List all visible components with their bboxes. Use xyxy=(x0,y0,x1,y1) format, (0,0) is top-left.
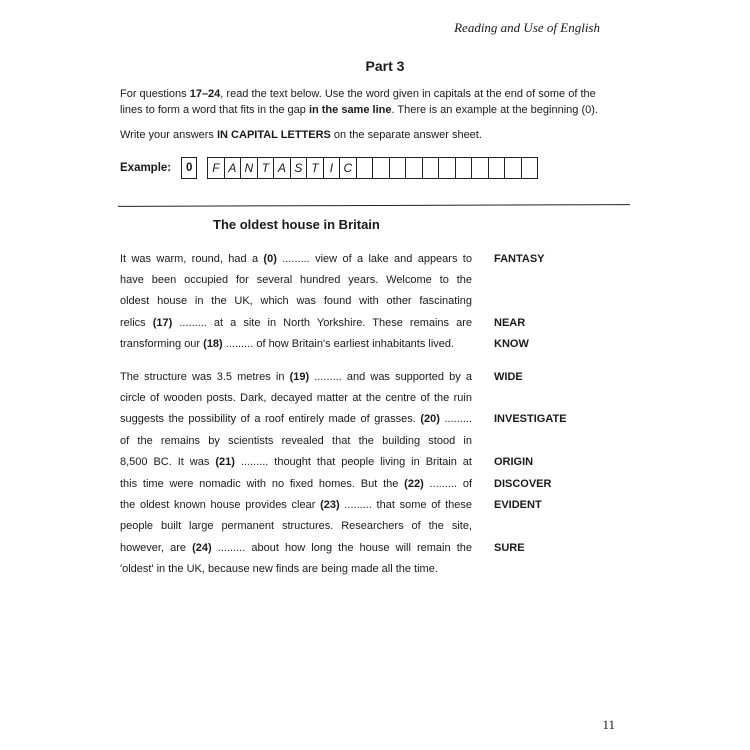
letter-box xyxy=(489,158,506,178)
passage-line xyxy=(120,409,640,430)
passage-line xyxy=(120,269,640,290)
letter-box xyxy=(406,158,423,178)
passage-line xyxy=(120,516,640,537)
running-head: Reading and Use of English xyxy=(454,20,600,35)
letter-box: C xyxy=(340,158,357,178)
stem-word: KNOW xyxy=(494,338,529,351)
instr-bold: in the same line xyxy=(308,104,392,116)
line-text: of the remains by scientists revealed that the building stood in xyxy=(120,434,472,447)
stem-word: NEAR xyxy=(494,316,526,329)
instr-bold: IN CAPITAL LETTERS xyxy=(217,129,331,141)
answer-boxes xyxy=(207,157,538,179)
stem-word: INVESTIGATE xyxy=(494,413,567,426)
instr-text: , read the text below. Use the word given in capitals at the end of some of the lines to form a word that fits in the gap xyxy=(120,88,596,116)
instr-text: on the separate answer sheet. xyxy=(330,129,482,141)
letter-box xyxy=(357,158,374,178)
passage-line xyxy=(120,248,640,269)
stem-word: WIDE xyxy=(494,370,523,383)
line-text: have been occupied for several hundred years. Welcome to the xyxy=(120,274,472,287)
instructions-block xyxy=(120,86,620,179)
line-text: 8,500 BC. It was (21) ......... thought that people living in Britain at xyxy=(120,456,472,469)
line-text: 'oldest' in the UK, because new finds are being made all the time. xyxy=(120,563,438,576)
passage-line xyxy=(120,312,640,333)
letter-box xyxy=(456,158,473,178)
letter-box: T xyxy=(307,158,324,178)
line-text: the oldest known house provides clear (23) ......... that some of these xyxy=(120,498,473,511)
instructions xyxy=(120,86,620,118)
letter-box: S xyxy=(291,158,308,178)
line-text: The structure was 3.5 metres in (19) ......... and was supported by a xyxy=(120,370,472,383)
line-text: however, are (24) ......... about how long the house will remain the xyxy=(120,541,472,554)
instr-text: Write your answers xyxy=(120,129,217,141)
line-text: people built large permanent structures. Researchers of the site, xyxy=(120,520,472,533)
letter-box xyxy=(522,158,538,178)
passage-line xyxy=(120,473,640,494)
letter-box xyxy=(423,158,440,178)
line-text: this time were nomadic with no fixed homes. But the (22) ......... of xyxy=(120,477,472,490)
line-text: relics (17) ......... at a site in North Yorkshire. These remains are xyxy=(120,316,472,329)
instr-text: . There is an example at the beginning (0). xyxy=(391,104,598,116)
stem-word: EVIDENT xyxy=(494,498,542,511)
instr-bold: 17–24 xyxy=(189,88,221,100)
passage xyxy=(120,248,640,580)
line-text: oldest house in the UK, which was found with other fascinating xyxy=(120,295,472,308)
line-text: transforming our (18) ......... of how Britain's earliest inhabitants lived. xyxy=(120,338,455,351)
stem-word: SURE xyxy=(494,541,525,554)
passage-line xyxy=(120,452,640,473)
page-number: 11 xyxy=(602,717,615,732)
passage-line xyxy=(120,334,640,355)
stem-word: DISCOVER xyxy=(494,477,552,490)
letter-box xyxy=(439,158,456,178)
passage-line xyxy=(120,291,640,312)
letter-box: F xyxy=(208,158,225,178)
example-number-box: 0 xyxy=(181,157,197,179)
instr-text: For questions xyxy=(120,88,190,100)
stem-word: ORIGIN xyxy=(494,456,534,469)
passage-line xyxy=(120,494,640,515)
passage-line xyxy=(120,387,640,408)
passage-line xyxy=(120,537,640,558)
letter-box xyxy=(505,158,522,178)
example-row xyxy=(120,157,620,179)
divider xyxy=(118,204,630,207)
letter-box xyxy=(390,158,407,178)
answer-instructions xyxy=(120,127,620,143)
letter-box xyxy=(472,158,489,178)
line-text: It was warm, round, had a (0) ......... view of a lake and appears to xyxy=(120,252,472,265)
text-title: The oldest house in Britain xyxy=(213,217,380,232)
letter-box xyxy=(373,158,390,178)
letter-box: I xyxy=(324,158,341,178)
stem-word: FANTASY xyxy=(494,252,545,265)
example-label: Example: xyxy=(120,162,172,174)
letter-box: A xyxy=(274,158,291,178)
line-text: circle of wooden posts. Dark, decayed matter at the centre of the ruin xyxy=(120,392,472,405)
passage-line xyxy=(120,430,640,451)
letter-box: N xyxy=(241,158,258,178)
line-text: suggests the possibility of a roof entirely made of grasses. (20) ......... xyxy=(120,413,472,426)
passage-line xyxy=(120,366,640,387)
passage-line xyxy=(120,558,640,579)
part-title: Part 3 xyxy=(365,58,405,74)
letter-box: T xyxy=(258,158,275,178)
letter-box: A xyxy=(225,158,242,178)
